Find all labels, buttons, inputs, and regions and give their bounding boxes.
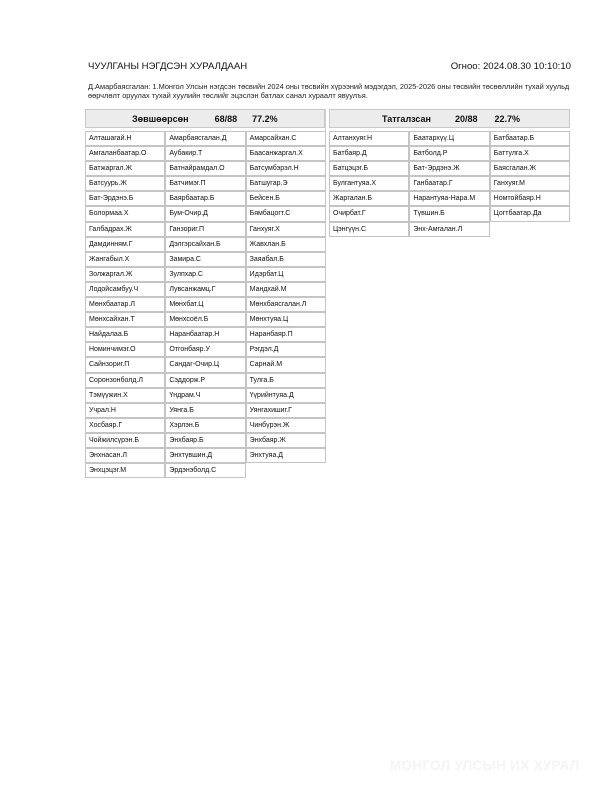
yes-member-name: Баасанжаргал.Х bbox=[246, 146, 326, 161]
yes-member-name: Энхцэцэг.М bbox=[85, 463, 165, 478]
yes-percent: 77.2% bbox=[252, 113, 278, 124]
no-member-name: Ганбаатар.Г bbox=[409, 176, 489, 191]
no-member-name: Батцэцэг.Б bbox=[329, 161, 409, 176]
yes-member-name: Амарсайхан.С bbox=[246, 131, 326, 146]
parliament-watermark: МОНГОЛ УЛСЫН ИХ ХУРАЛ bbox=[390, 758, 580, 773]
yes-member-name: Ганхуяг.Х bbox=[246, 222, 326, 237]
yes-member-name: Золжаргал.Ж bbox=[85, 267, 165, 282]
yes-member-name: Хосбаяр.Г bbox=[85, 418, 165, 433]
yes-member-name: Наранбаатар.Н bbox=[165, 327, 245, 342]
no-member-name: Алтанхуяг.Н bbox=[329, 131, 409, 146]
no-votes-panel bbox=[329, 109, 570, 237]
yes-member-name: Мөнхбат.Ц bbox=[165, 297, 245, 312]
yes-member-name: Эрдэнэболд.С bbox=[165, 463, 245, 478]
yes-member-name: Бейсен.Б bbox=[246, 191, 326, 206]
yes-member-name: Найдалаа.Б bbox=[85, 327, 165, 342]
yes-member-name: Батсуурь.Ж bbox=[85, 176, 165, 191]
yes-member-name: Галбадрах.Ж bbox=[85, 222, 165, 237]
yes-member-name: Отгонбаяр.У bbox=[165, 342, 245, 357]
yes-member-name: Зулпхар.С bbox=[165, 267, 245, 282]
vote-results bbox=[85, 109, 570, 475]
no-member-name: Баттулга.Х bbox=[490, 146, 570, 161]
yes-member-name: Мөнхсайхан.Т bbox=[85, 312, 165, 327]
yes-member-name: Учрал.Н bbox=[85, 403, 165, 418]
yes-member-name: Лодойсамбуу.Ч bbox=[85, 282, 165, 297]
yes-member-name: Хэрлэн.Б bbox=[165, 418, 245, 433]
yes-member-name: Мөнхбаясгалан.Л bbox=[246, 297, 326, 312]
yes-member-name: Мандхай.М bbox=[246, 282, 326, 297]
yes-member-name: Батжаргал.Ж bbox=[85, 161, 165, 176]
no-member-name: Энх-Амгалан.Л bbox=[409, 222, 489, 237]
yes-member-name: Энхтуяа.Д bbox=[246, 448, 326, 463]
no-summary-bar bbox=[329, 109, 570, 128]
vote-datetime: Огноо: 2024.08.30 10:10:10 bbox=[450, 61, 571, 72]
yes-member-name: Сандаг-Очир.Ц bbox=[165, 357, 245, 372]
yes-member-name: Заяабал.Б bbox=[246, 252, 326, 267]
yes-member-name: Амгаланбаатар.О bbox=[85, 146, 165, 161]
yes-member-name: Батшугар.Э bbox=[246, 176, 326, 191]
no-member-name: Ганхуяг.М bbox=[490, 176, 570, 191]
no-label: Татгалзсан bbox=[382, 113, 431, 124]
yes-member-name: Жавхлан.Б bbox=[246, 237, 326, 252]
yes-member-name: Дамдинням.Г bbox=[85, 237, 165, 252]
yes-member-name: Болормаа.Х bbox=[85, 206, 165, 221]
no-member-name: Батболд.Р bbox=[409, 146, 489, 161]
yes-member-name: Энхнасан.Л bbox=[85, 448, 165, 463]
yes-member-name: Үүрийнтуяа.Д bbox=[246, 388, 326, 403]
no-member-name: Булгантуяа.Х bbox=[329, 176, 409, 191]
yes-member-name: Бум-Очир.Д bbox=[165, 206, 245, 221]
yes-member-name: Сэддорж.Р bbox=[165, 373, 245, 388]
yes-member-name: Рэгдэл.Д bbox=[246, 342, 326, 357]
yes-member-name: Идэрбат.Ц bbox=[246, 267, 326, 282]
no-member-name: Батбаяр.Д bbox=[329, 146, 409, 161]
no-member-name: Очирбат.Г bbox=[329, 206, 409, 221]
no-member-name: Баатархүү.Ц bbox=[409, 131, 489, 146]
no-member-name: Цэнгүүн.С bbox=[329, 222, 409, 237]
yes-votes-panel bbox=[85, 109, 326, 475]
yes-member-name: Батчимэг.П bbox=[165, 176, 245, 191]
yes-member-name: Энхбаяр.Б bbox=[165, 433, 245, 448]
yes-member-name: Энхтүвшин.Д bbox=[165, 448, 245, 463]
document-header bbox=[88, 61, 571, 72]
yes-label: Зөвшөөрсөн bbox=[132, 113, 189, 124]
yes-member-name: Мөнхбаатар.Л bbox=[85, 297, 165, 312]
yes-member-name: Уянга.Б bbox=[165, 403, 245, 418]
yes-member-name: Мөнхсоёл.Б bbox=[165, 312, 245, 327]
yes-member-name: Сайнзориг.П bbox=[85, 357, 165, 372]
no-member-name: Түвшин.Б bbox=[409, 206, 489, 221]
yes-names-table bbox=[85, 131, 325, 478]
yes-member-name: Тэмүүжин.Х bbox=[85, 388, 165, 403]
yes-member-name: Дэлгэрсайхан.Б bbox=[165, 237, 245, 252]
no-member-name: Баясгалан.Ж bbox=[490, 161, 570, 176]
yes-member-name: Номинчимэг.О bbox=[85, 342, 165, 357]
yes-member-name: Уянгахишиг.Г bbox=[246, 403, 326, 418]
yes-member-name: Бат-Эрдэнэ.Б bbox=[85, 191, 165, 206]
yes-member-name: Энхбаяр.Ж bbox=[246, 433, 326, 448]
yes-member-name: Бямбацогт.С bbox=[246, 206, 326, 221]
yes-member-name: Алташагай.Н bbox=[85, 131, 165, 146]
yes-member-name: Чойжилсүрэн.Б bbox=[85, 433, 165, 448]
yes-member-name: Батнайрамдал.О bbox=[165, 161, 245, 176]
no-member-name: Нарантуяа-Нара.М bbox=[409, 191, 489, 206]
yes-member-name: Ганзориг.П bbox=[165, 222, 245, 237]
motion-description: Д.Амарбаясгалан: 1.Монгол Улсын нэгдсэн төсвийн 2024 оны төсвийн хүрээний мэдэгдэл, 2025-2026 оны төсвийн төсөөллийн тухай хуульд өөрчлөлт оруулах тухай хуулийн төслийг эцэслэн батлах санал хураалт явуулъя. bbox=[88, 82, 570, 101]
yes-member-name: Үндрам.Ч bbox=[165, 388, 245, 403]
yes-summary-bar bbox=[85, 109, 325, 128]
yes-member-name: Аубакир.Т bbox=[165, 146, 245, 161]
no-member-name: Цогтбаатар.Да bbox=[490, 206, 570, 221]
no-member-name: Батбаатар.Б bbox=[490, 131, 570, 146]
yes-member-name: Соронзонболд.Л bbox=[85, 373, 165, 388]
yes-member-name: Наранбаяр.П bbox=[246, 327, 326, 342]
empty-cell bbox=[490, 222, 570, 237]
yes-member-name: Амарбаясгалан.Д bbox=[165, 131, 245, 146]
yes-count: 68/88 bbox=[214, 113, 238, 124]
no-count: 20/88 bbox=[454, 113, 478, 124]
no-member-name: Бат-Эрдэнэ.Ж bbox=[409, 161, 489, 176]
no-names-table bbox=[329, 131, 570, 237]
yes-member-name: Жангабыл.Х bbox=[85, 252, 165, 267]
yes-member-name: Сарнай.М bbox=[246, 357, 326, 372]
no-member-name: Номтойбаяр.Н bbox=[490, 191, 570, 206]
yes-member-name: Батсумбэрэл.Н bbox=[246, 161, 326, 176]
no-member-name: Жаргалан.Б bbox=[329, 191, 409, 206]
session-title: ЧУУЛГАНЫ НЭГДСЭН ХУРАЛДААН bbox=[88, 61, 248, 72]
empty-cell bbox=[246, 463, 326, 478]
yes-member-name: Чинбүрэн.Ж bbox=[246, 418, 326, 433]
yes-member-name: Тулга.Б bbox=[246, 373, 326, 388]
no-percent: 22.7% bbox=[494, 113, 521, 124]
yes-member-name: Лувсанжамц.Г bbox=[165, 282, 245, 297]
yes-member-name: Баярбаатар.Б bbox=[165, 191, 245, 206]
yes-member-name: Мөнхтуяа.Ц bbox=[246, 312, 326, 327]
yes-member-name: Замира.С bbox=[165, 252, 245, 267]
